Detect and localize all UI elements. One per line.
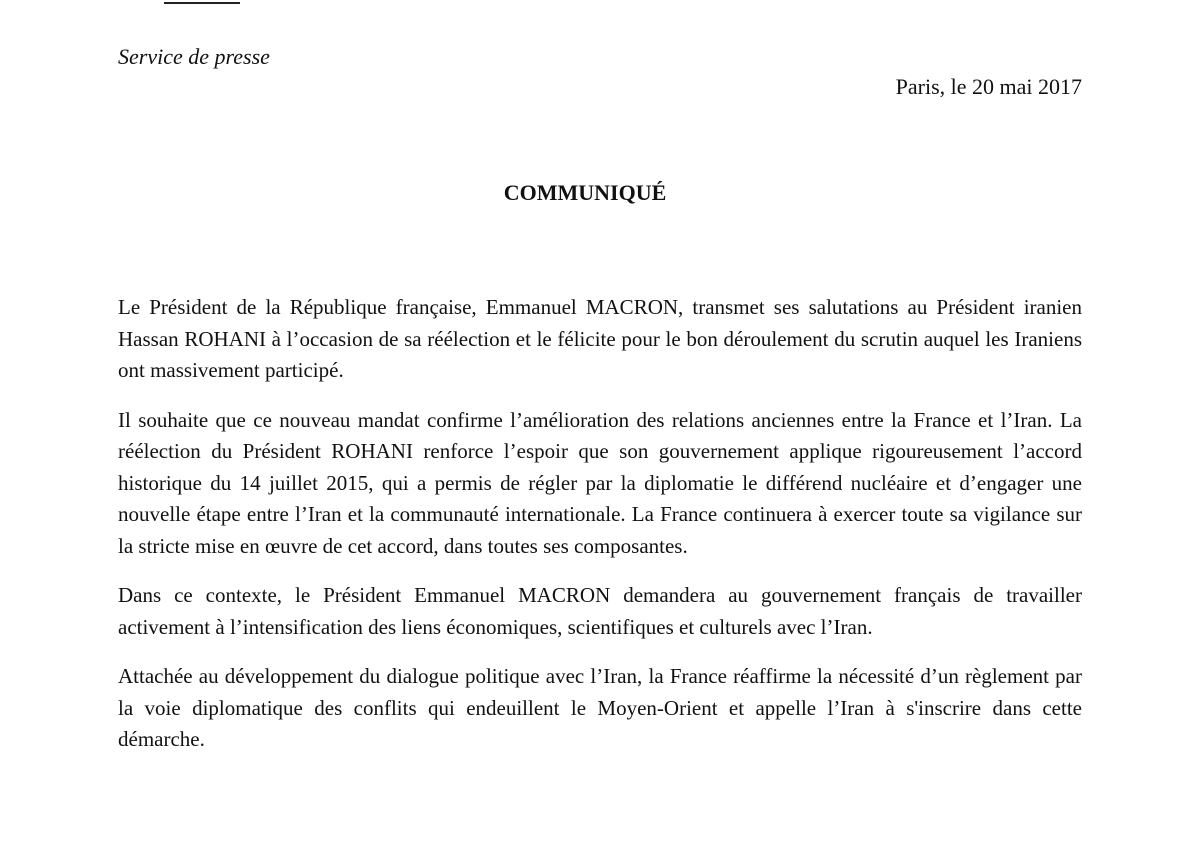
dateline: Paris, le 20 mai 2017 [895,74,1082,99]
paragraph-1: Le Président de la République française, Emmanuel MACRON, transmet ses salutations au Président iranien Hassan ROHANI à l’occasion de sa réélection et le félicite pour le bon déroulement du scrutin auquel les Iraniens ont massivement participé. [118,295,1082,382]
document-body [118,292,1082,756]
paragraph-2: Il souhaite que ce nouveau mandat confirme l’amélioration des relations anciennes entre la France et l’Iran. La réélection du Président ROHANI renforce l’espoir que son gouvernement applique rigoureusement l’accord historique du 14 juillet 2015, qui a permis de régler par la diplomatie le différend nucléaire et d’engager une nouvelle étape entre l’Iran et la communauté internationale. La France continuera à exercer toute sa vigilance sur la stricte mise en œuvre de cet accord, dans toutes ses composantes. [118,407,1082,558]
document-title: COMMUNIQUÉ [503,180,667,205]
paragraph-4: Attachée au développement du dialogue politique avec l’Iran, la France réaffirme la nécessité d’un règlement par la voie diplomatique des conflits qui endeuillent le Moyen-Orient et appelle l’Iran à s'inscrire dans cette démarche. [118,664,1082,751]
paragraph-3: Dans ce contexte, le Président Emmanuel MACRON demandera au gouvernement français de travailler activement à l’intensification des liens économiques, scientifiques et culturels avec l’Iran. [118,583,1082,639]
header-divider [164,2,240,4]
press-service-label: Service de presse [118,44,270,69]
